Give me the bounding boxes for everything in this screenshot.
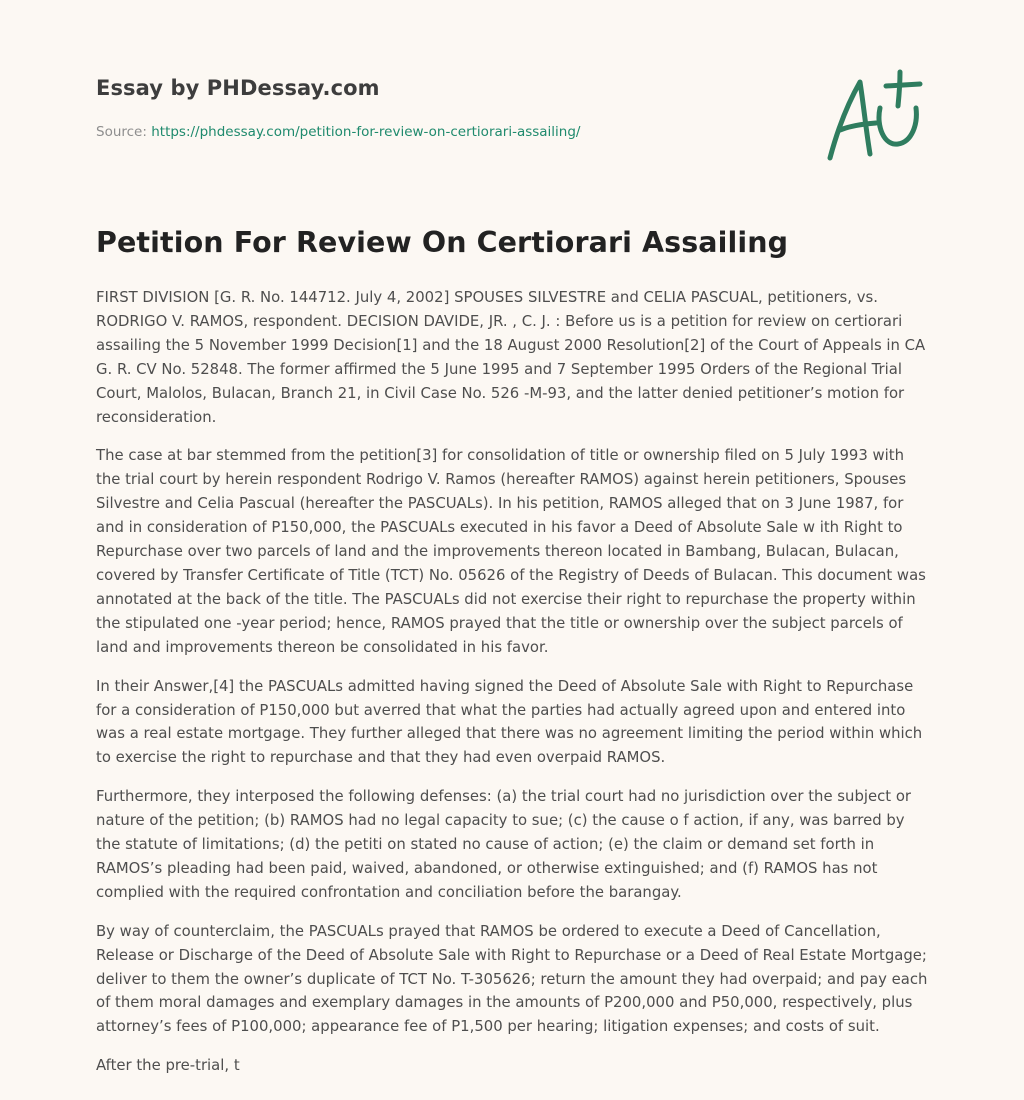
paragraph: Furthermore, they interposed the following defenses: (a) the trial court had no jurisdiction over the subject or nature of the petition; (b) RAMOS had no legal capacity to sue; (c) the cause o f action, if any, was barred by the statute of limitations; (d) the petiti on stated no cause of action; (e) the claim or demand set forth in RAMOS’s pleading had been paid, waived, abandoned, or otherwise extinguished; and (f) RAMOS has not complied with the required confrontation and conciliation before the barangay. — [96, 787, 912, 901]
paragraph: In their Answer,[4] the PASCUALs admitted having signed the Deed of Absolute Sale with Right to Repurchase for a consideration of P150,000 but averred that what the parties had actually agreed upon and entered into was a real estate mortgage. They further alleged that there was no agreement limiting the period within which to exercise the right to repurchase and that they had even overpaid RAMOS. — [96, 676, 923, 767]
source-line — [96, 124, 580, 140]
document-title: Petition For Review On Certiorari Assailing — [96, 226, 789, 259]
source-link[interactable]: https://phdessay.com/petition-for-review-on-certiorari-assailing/ — [151, 124, 581, 140]
document-body — [96, 286, 930, 1093]
paragraph: FIRST DIVISION [G. R. No. 144712. July 4, 2002] SPOUSES SILVESTRE and CELIA PASCUAL, petitioners, vs. RODRIGO V. RAMOS, respondent. DECISION DAVIDE, JR. , C. J. : Before us is a petition for review on certiorari assailing the 5 November 1999 Decision[1] and the 18 August 2000 Resolution[2] of the Court of Appeals in CA G. R. CV No. 52848. The former affirmed the 5 June 1995 and 7 September 1995 Orders of the Regional Trial Court, Malolos, Bulacan, Branch 21, in Civil Case No. 526 -M-93, and the latter denied petitioner’s motion for reconsideration. — [96, 288, 926, 426]
paragraph: After the pre-trial, t — [96, 1056, 240, 1075]
paragraph: By way of counterclaim, the PASCUALs prayed that RAMOS be ordered to execute a Deed of Cancellation, Release or Discharge of the Deed of Absolute Sale with Right to Repurchase or a Deed of Real Estate Mortgage; deliver to them the owner’s duplicate of TCT No. T-305626; return the amount they had overpaid; and pay each of them moral damages and exemplary damages in the amounts of P200,000 and P50,000, respectively, plus attorney’s fees of P100,000; appearance fee of P1,500 per hearing; litigation expenses; and costs of suit. — [96, 921, 928, 1036]
paragraph: The case at bar stemmed from the petition[3] for consolidation of title or ownership filed on 5 July 1993 with the trial court by herein respondent Rodrigo V. Ramos (hereafter RAMOS) against herein petitioners, Spouses Silvestre and Celia Pascual (hereafter the PASCUALs). In his petition, RAMOS alleged that on 3 June 1987, for and in consideration of P150,000, the PASCUALs executed in his favor a Deed of Absolute Sale w ith Right to Repurchase over two parcels of land and the improvements thereon located in Bambang, Bulacan, Bulacan, covered by Transfer Certificate of Title (TCT) No. 05626 of the Registry of Deeds of Bulacan. This document was annotated at the back of the title. The PASCUALs did not exercise their right to repurchase the property within the stipulated one -year period; hence, RAMOS prayed that the title or ownership over the subject parcels of land and improvements thereon be consolidated in his favor. — [96, 446, 926, 656]
site-title: Essay by PHDessay.com — [96, 76, 380, 100]
source-label: Source: — [96, 124, 147, 140]
a-plus-logo-icon — [820, 68, 930, 168]
